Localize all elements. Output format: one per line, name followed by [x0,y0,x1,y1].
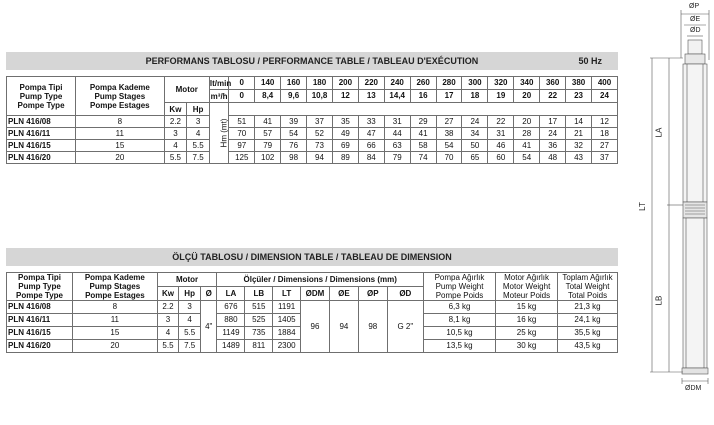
table-row: PLN 416/20 20 5.5 7.5 1489 811 2300 13,5 kg 30 kg 43,5 kg [7,340,618,353]
dim-label-la: LA [654,127,664,138]
dim-header-stages: Pompa Kademe Pump Stages Pompe Estages [73,273,158,301]
performance-title: PERFORMANS TABLOSU / PERFORMANCE TABLE / TABLEAU D'EXÉCUTION [145,56,479,66]
table-row: PLN 416/11 11 3 4 880 525 1405 8,1 kg 16 kg 24,1 kg [7,314,618,327]
perf-header-motor: Motor [164,77,209,103]
shared-odm: 96 [301,301,330,353]
dim-header-lb: LB [245,287,273,301]
perf-header-m3h: m³/h [210,91,228,101]
dimension-title: ÖLÇÜ TABLOSU / DIMENSION TABLE / TABLEAU DE DIMENSION [172,252,452,262]
lt-min-value: 280 [436,77,462,90]
perf-header-stages: Pompa Kademe Pump Stages Pompe Estages [76,77,165,116]
dim-label-op: ØP [689,3,700,10]
frequency-label: 50 Hz [578,56,602,66]
dim-label-od: ØD [690,27,701,34]
m3h-value: 18 [462,90,488,103]
dim-header-la: LA [217,287,245,301]
lt-min-value: 160 [281,77,307,90]
dim-header-pump-weight: Pompa Ağırlık Pump Weight Pompe Poids [423,273,495,301]
m3h-value: 9,6 [281,90,307,103]
lt-min-value: 260 [410,77,436,90]
dim-header-od: ØD [387,287,423,301]
m3h-value: 10,8 [307,90,333,103]
perf-header-pump-type: Pompa Tipi Pump Type Pompe Type [7,77,76,116]
lt-min-value: 240 [384,77,410,90]
lt-min-value: 400 [592,77,618,90]
dim-header-motor: Motor [157,273,217,287]
dim-label-lt: LT [637,202,647,211]
lt-min-value: 340 [514,77,540,90]
dim-header-dimensions: Ölçüler / Dimensions / Dimensions (mm) [217,273,423,287]
m3h-value: 13 [358,90,384,103]
perf-header-lt-min: lt/min [209,78,232,88]
shared-oe: 94 [329,301,358,353]
m3h-value: 17 [436,90,462,103]
m3h-value: 16 [410,90,436,103]
m3h-value: 20 [514,90,540,103]
lt-min-value: 360 [540,77,566,90]
lt-min-value: 300 [462,77,488,90]
perf-header-kw: Kw [164,103,187,116]
dim-header-pump-type: Pompa Tipi Pump Type Pompe Type [7,273,73,301]
dim-header-op: ØP [358,287,387,301]
dim-header-motor-weight: Motor Ağırlık Motor Weight Moteur Poids [496,273,558,301]
dim-header-hp: Hp [179,287,201,301]
shared-op: 98 [358,301,387,353]
dim-label-oe: ØE [690,16,701,23]
dim-label-odm: ØDM [685,385,702,392]
dim-header-kw: Kw [157,287,179,301]
table-row: PLN 416/08 8 2.2 3 51 41 39 37 35 33 31 29 27 24 22 20 17 14 12 [7,116,618,128]
dimension-table [6,272,618,353]
performance-table [6,76,618,164]
table-row: PLN 416/11 11 3 4 70 57 54 52 49 47 44 41 38 34 31 28 24 21 18 [7,128,618,140]
pump-dimension-drawing [637,0,714,425]
m3h-value: 22 [540,90,566,103]
m3h-value: 24 [592,90,618,103]
dim-header-odm: ØDM [301,287,330,301]
perf-header-hp: Hp [187,103,210,116]
dim-label-lb: LB [654,295,664,306]
m3h-value: 12 [332,90,358,103]
m3h-value: 19 [488,90,514,103]
pump-outline [637,0,714,425]
shared-dia: 4" [200,301,217,353]
lt-min-value: 220 [358,77,384,90]
table-row: PLN 416/20 20 5.5 7.5 125 102 98 94 89 84 79 74 70 65 60 54 48 43 37 [7,152,618,164]
lt-min-value: 380 [566,77,592,90]
dimension-title-bar [6,248,618,266]
perf-head-unit: Hm (mt) [209,103,228,164]
lt-min-value: 320 [488,77,514,90]
table-row: PLN 416/08 8 2.2 3 4" 676 515 1191 96 94 98 G 2" 6,3 kg 15 kg 21,3 kg [7,301,618,314]
dim-header-dia: Ø [200,287,217,301]
m3h-value: 23 [566,90,592,103]
m3h-value: 14,4 [384,90,410,103]
m3h-value: 8,4 [255,90,281,103]
lt-min-value: 200 [332,77,358,90]
dim-header-total-weight: Toplam Ağırlık Total Weight Total Poids [558,273,618,301]
dim-header-oe: ØE [329,287,358,301]
table-row: PLN 416/15 15 4 5.5 97 79 76 73 69 66 63 58 54 50 46 41 36 32 27 [7,140,618,152]
lt-min-value: 0 [229,77,255,90]
shared-od: G 2" [387,301,423,353]
lt-min-value: 180 [307,77,333,90]
lt-min-value: 140 [255,77,281,90]
table-row: PLN 416/15 15 4 5.5 1149 735 1884 10,5 kg 25 kg 35,5 kg [7,327,618,340]
m3h-value: 0 [229,90,255,103]
performance-title-bar [6,52,618,70]
dim-header-lt: LT [273,287,301,301]
